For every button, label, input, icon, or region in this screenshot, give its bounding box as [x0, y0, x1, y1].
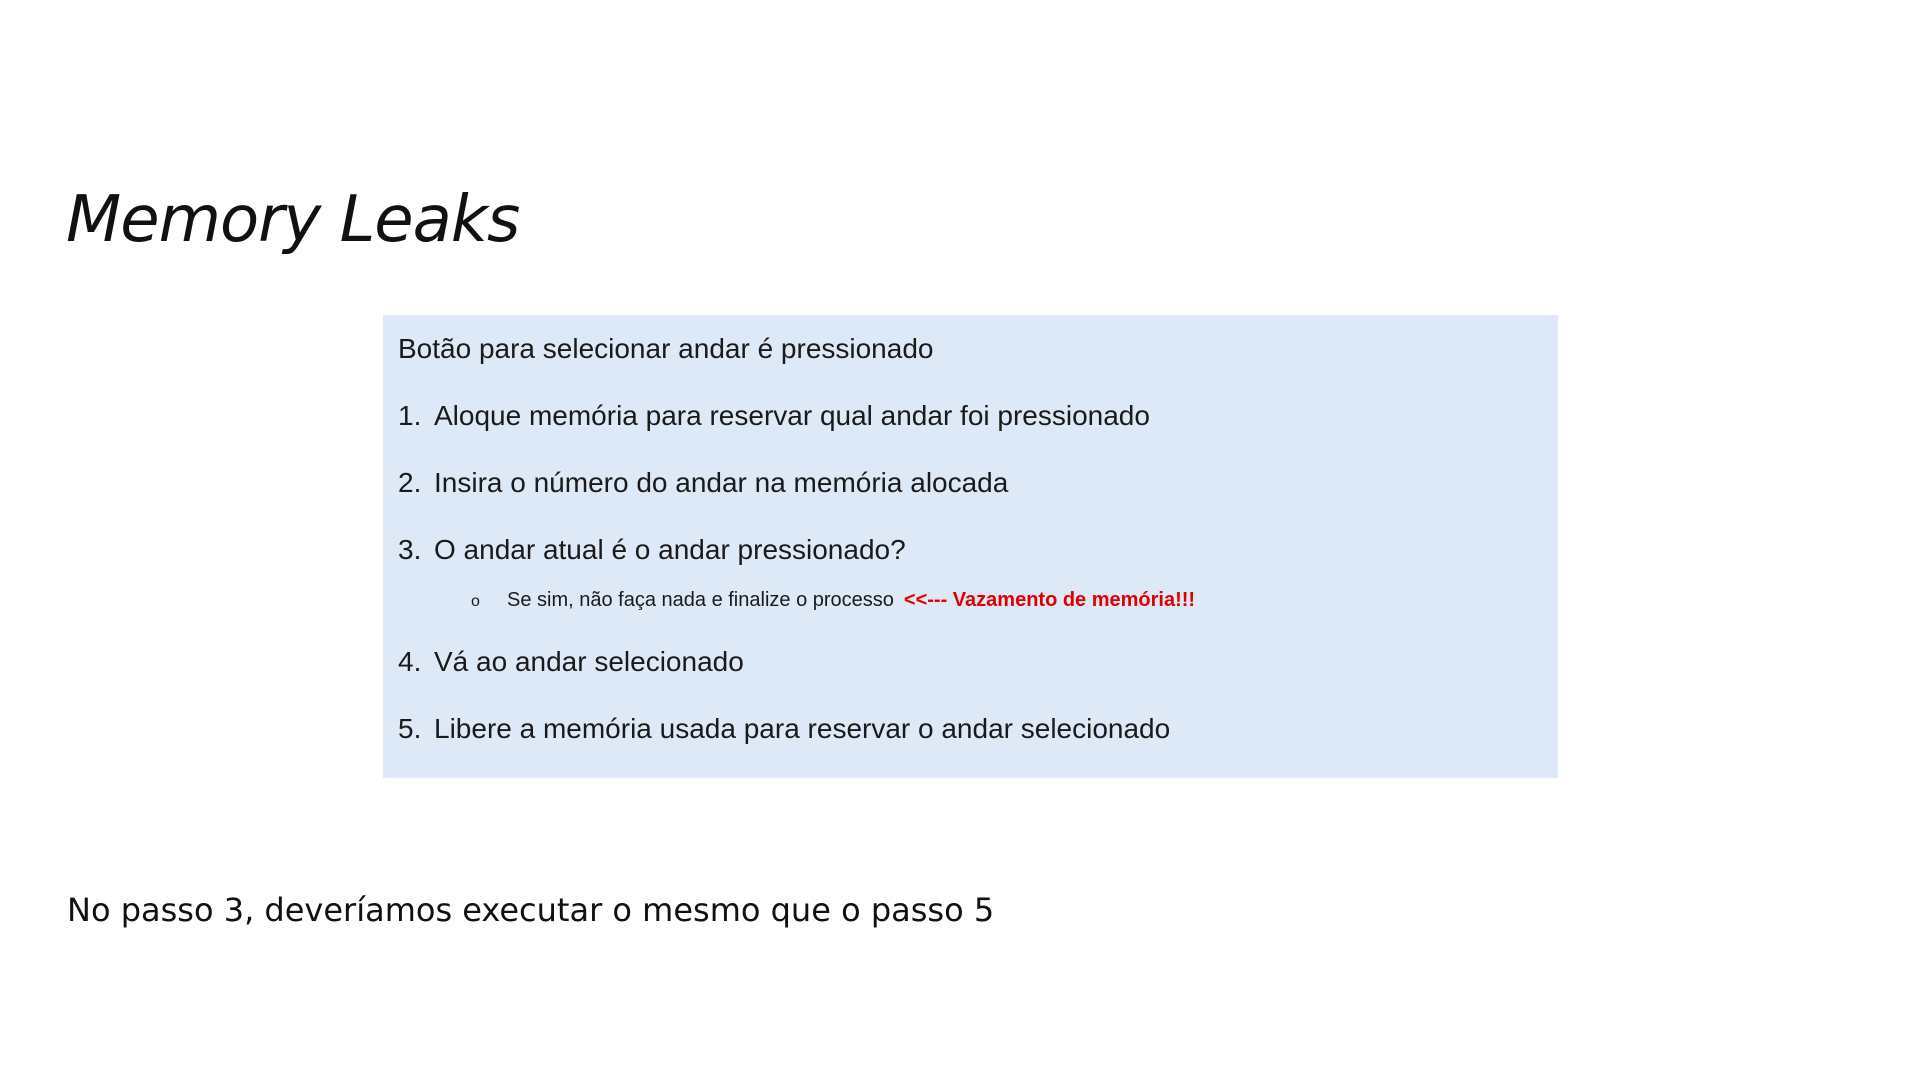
sub-item-text: Se sim, não faça nada e finalize o processo [507, 589, 894, 611]
footnote: No passo 3, deveríamos executar o mesmo que o passo 5 [67, 891, 995, 929]
step-item-4 [398, 642, 744, 682]
step-item-2 [398, 463, 1008, 503]
step-item-1 [398, 396, 1150, 436]
step-text: Insira o número do andar na memória alocada [434, 467, 1009, 498]
slide-title: Memory Leaks [66, 183, 520, 257]
step-number: 1. [398, 400, 422, 431]
sub-item [471, 585, 1195, 617]
step-number: 5. [398, 713, 422, 744]
step-text: Libere a memória usada para reservar o andar selecionado [434, 713, 1171, 744]
circle-bullet-icon: o [471, 593, 480, 610]
steps-box [383, 315, 1558, 778]
step-number: 2. [398, 467, 422, 498]
step-text: O andar atual é o andar pressionado? [434, 534, 906, 565]
step-number: 4. [398, 646, 422, 677]
step-number: 3. [398, 534, 422, 565]
step-item-5 [398, 709, 1170, 749]
memory-leak-warning: <<--- Vazamento de memória!!! [903, 589, 1196, 611]
step-text: Aloque memória para reservar qual andar foi pressionado [434, 400, 1150, 431]
step-item-3 [398, 530, 906, 570]
step-text: Vá ao andar selecionado [434, 646, 744, 677]
box-heading: Botão para selecionar andar é pressionado [398, 333, 934, 364]
